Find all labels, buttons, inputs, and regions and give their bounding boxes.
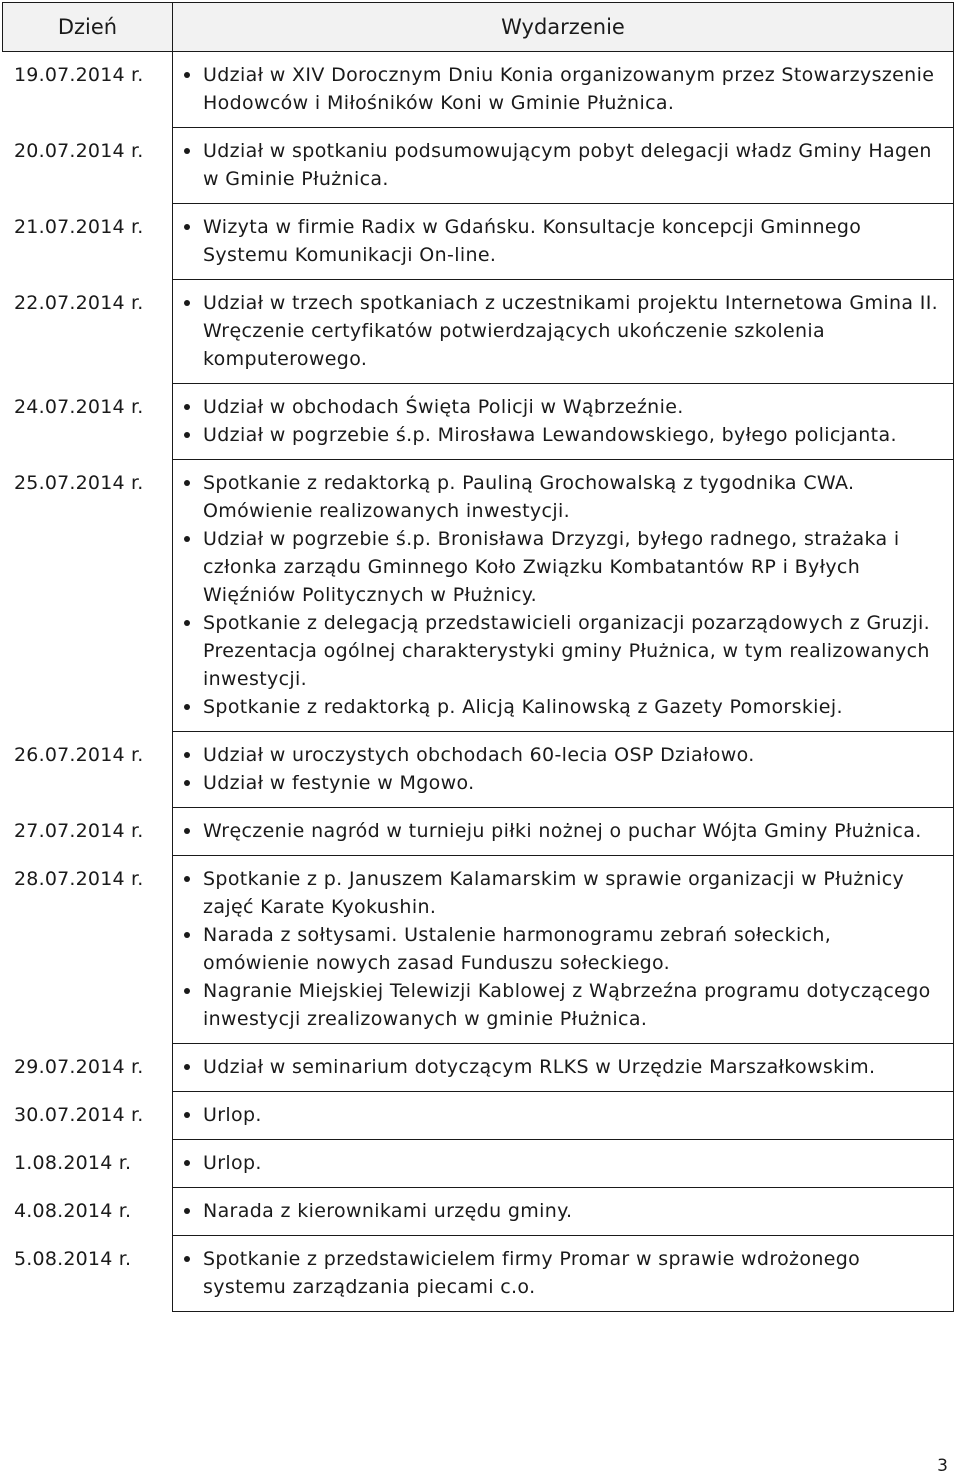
table-row <box>2 1140 954 1188</box>
table-row <box>2 1044 954 1092</box>
bullet-icon <box>184 988 190 994</box>
bullet-icon <box>184 480 190 486</box>
event-text: Udział w obchodach Święta Policji w Wąbrzeźnie. <box>203 396 684 418</box>
row-events <box>172 384 954 460</box>
list-item <box>181 817 943 845</box>
list-item <box>181 693 943 721</box>
row-events <box>172 1140 954 1188</box>
bullet-icon <box>184 1112 190 1118</box>
table-row <box>2 460 954 732</box>
bullet-icon <box>184 432 190 438</box>
event-text: Narada z sołtysami. Ustalenie harmonogramu zebrań sołeckich, omówienie nowych zasad Funduszu sołeckiego. <box>203 924 832 974</box>
row-events <box>172 732 954 808</box>
event-list <box>181 393 943 449</box>
event-list <box>181 1245 943 1301</box>
event-list <box>181 469 943 721</box>
event-list <box>181 289 943 373</box>
row-events <box>172 1044 954 1092</box>
event-text: Wizyta w firmie Radix w Gdańsku. Konsultacje koncepcji Gminnego Systemu Komunikacji On-line. <box>203 216 862 266</box>
event-text: Udział w seminarium dotyczącym RLKS w Urzędzie Marszałkowskim. <box>203 1056 876 1078</box>
row-date: 21.07.2014 r. <box>14 216 144 238</box>
row-events <box>172 808 954 856</box>
list-item <box>181 469 943 525</box>
row-date: 5.08.2014 r. <box>14 1248 132 1270</box>
row-date: 1.08.2014 r. <box>14 1152 132 1174</box>
event-list <box>181 1197 943 1225</box>
list-item <box>181 977 943 1033</box>
event-text: Spotkanie z redaktorką p. Alicją Kalinowską z Gazety Pomorskiej. <box>203 696 843 718</box>
row-date: 19.07.2014 r. <box>14 64 144 86</box>
bullet-icon <box>184 1256 190 1262</box>
row-events <box>172 1092 954 1140</box>
bullet-icon <box>184 224 190 230</box>
row-date: 4.08.2014 r. <box>14 1200 132 1222</box>
row-date: 26.07.2014 r. <box>14 744 144 766</box>
row-date: 20.07.2014 r. <box>14 140 144 162</box>
page-number: 3 <box>937 1456 948 1476</box>
event-list <box>181 213 943 269</box>
bullet-icon <box>184 1160 190 1166</box>
list-item <box>181 525 943 609</box>
list-item <box>181 609 943 693</box>
header-date: Dzień <box>2 2 172 52</box>
bullet-icon <box>184 72 190 78</box>
event-text: Udział w trzech spotkaniach z uczestnikami projektu Internetowa Gmina II. Wręczenie certyfikatów potwierdzających ukończenie szkolenia komputerowego. <box>203 292 939 370</box>
event-list <box>181 741 943 797</box>
schedule-table <box>2 2 954 1312</box>
row-date: 28.07.2014 r. <box>14 868 144 890</box>
event-list <box>181 1149 943 1177</box>
event-text: Udział w uroczystych obchodach 60-lecia OSP Działowo. <box>203 744 755 766</box>
list-item <box>181 1101 943 1129</box>
row-events <box>172 460 954 732</box>
event-text: Urlop. <box>203 1104 262 1126</box>
event-text: Nagranie Miejskiej Telewizji Kablowej z Wąbrzeźna programu dotyczącego inwestycji zrealizowanych w gminie Płużnica. <box>203 980 931 1030</box>
row-date: 29.07.2014 r. <box>14 1056 144 1078</box>
row-events <box>172 280 954 384</box>
row-date: 27.07.2014 r. <box>14 820 144 842</box>
row-date: 30.07.2014 r. <box>14 1104 144 1126</box>
table-row <box>2 1188 954 1236</box>
table-row <box>2 204 954 280</box>
event-text: Spotkanie z delegacją przedstawicieli organizacji pozarządowych z Gruzji. Prezentacja ogólnej charakterystyki gminy Płużnica, w tym realizowanych inwestycji. <box>203 612 931 690</box>
list-item <box>181 1149 943 1177</box>
row-events <box>172 128 954 204</box>
bullet-icon <box>184 932 190 938</box>
row-events <box>172 52 954 128</box>
event-list <box>181 865 943 1033</box>
bullet-icon <box>184 300 190 306</box>
bullet-icon <box>184 620 190 626</box>
event-text: Udział w spotkaniu podsumowującym pobyt delegacji władz Gminy Hagen w Gminie Płużnica. <box>203 140 932 190</box>
event-list <box>181 137 943 193</box>
row-date: 24.07.2014 r. <box>14 396 144 418</box>
bullet-icon <box>184 404 190 410</box>
bullet-icon <box>184 752 190 758</box>
table-row <box>2 128 954 204</box>
table-row <box>2 280 954 384</box>
bullet-icon <box>184 828 190 834</box>
list-item <box>181 61 943 117</box>
row-events <box>172 204 954 280</box>
event-text: Spotkanie z redaktorką p. Pauliną Grochowalską z tygodnika CWA. Omówienie realizowanych inwestycji. <box>203 472 855 522</box>
bullet-icon <box>184 780 190 786</box>
event-text: Udział w XIV Dorocznym Dniu Konia organizowanym przez Stowarzyszenie Hodowców i Miłośników Koni w Gminie Płużnica. <box>203 64 935 114</box>
event-list <box>181 1053 943 1081</box>
row-events <box>172 1188 954 1236</box>
bullet-icon <box>184 1064 190 1070</box>
event-text: Narada z kierownikami urzędu gminy. <box>203 1200 573 1222</box>
row-date: 22.07.2014 r. <box>14 292 144 314</box>
table-row <box>2 1236 954 1312</box>
event-text: Urlop. <box>203 1152 262 1174</box>
table-row <box>2 384 954 460</box>
list-item <box>181 1053 943 1081</box>
table-row <box>2 856 954 1044</box>
event-list <box>181 61 943 117</box>
list-item <box>181 1245 943 1301</box>
event-text: Wręczenie nagród w turnieju piłki nożnej o puchar Wójta Gminy Płużnica. <box>203 820 922 842</box>
bullet-icon <box>184 876 190 882</box>
list-item <box>181 1197 943 1225</box>
event-text: Udział w festynie w Mgowo. <box>203 772 475 794</box>
table-row <box>2 808 954 856</box>
event-text: Udział w pogrzebie ś.p. Bronisława Drzyzgi, byłego radnego, strażaka i członka zarządu Gminnego Koło Związku Kombatantów RP i Byłych Więźniów Politycznych w Płużnicy. <box>203 528 900 606</box>
row-date: 25.07.2014 r. <box>14 472 144 494</box>
list-item <box>181 421 943 449</box>
event-text: Udział w pogrzebie ś.p. Mirosława Lewandowskiego, byłego policjanta. <box>203 424 897 446</box>
list-item <box>181 741 943 769</box>
bullet-icon <box>184 148 190 154</box>
list-item <box>181 865 943 921</box>
table-row <box>2 732 954 808</box>
bullet-icon <box>184 536 190 542</box>
list-item <box>181 921 943 977</box>
event-list <box>181 1101 943 1129</box>
bullet-icon <box>184 1208 190 1214</box>
table-row <box>2 1092 954 1140</box>
event-text: Spotkanie z p. Januszem Kalamarskim w sprawie organizacji w Płużnicy zajęć Karate Kyokushin. <box>203 868 905 918</box>
bullet-icon <box>184 704 190 710</box>
header-row <box>2 2 954 52</box>
list-item <box>181 213 943 269</box>
list-item <box>181 393 943 421</box>
header-event: Wydarzenie <box>172 2 954 52</box>
row-events <box>172 856 954 1044</box>
list-item <box>181 769 943 797</box>
row-events <box>172 1236 954 1312</box>
table-row <box>2 52 954 128</box>
list-item <box>181 289 943 373</box>
event-text: Spotkanie z przedstawicielem firmy Promar w sprawie wdrożonego systemu zarządzania piecami c.o. <box>203 1248 861 1298</box>
event-list <box>181 817 943 845</box>
list-item <box>181 137 943 193</box>
